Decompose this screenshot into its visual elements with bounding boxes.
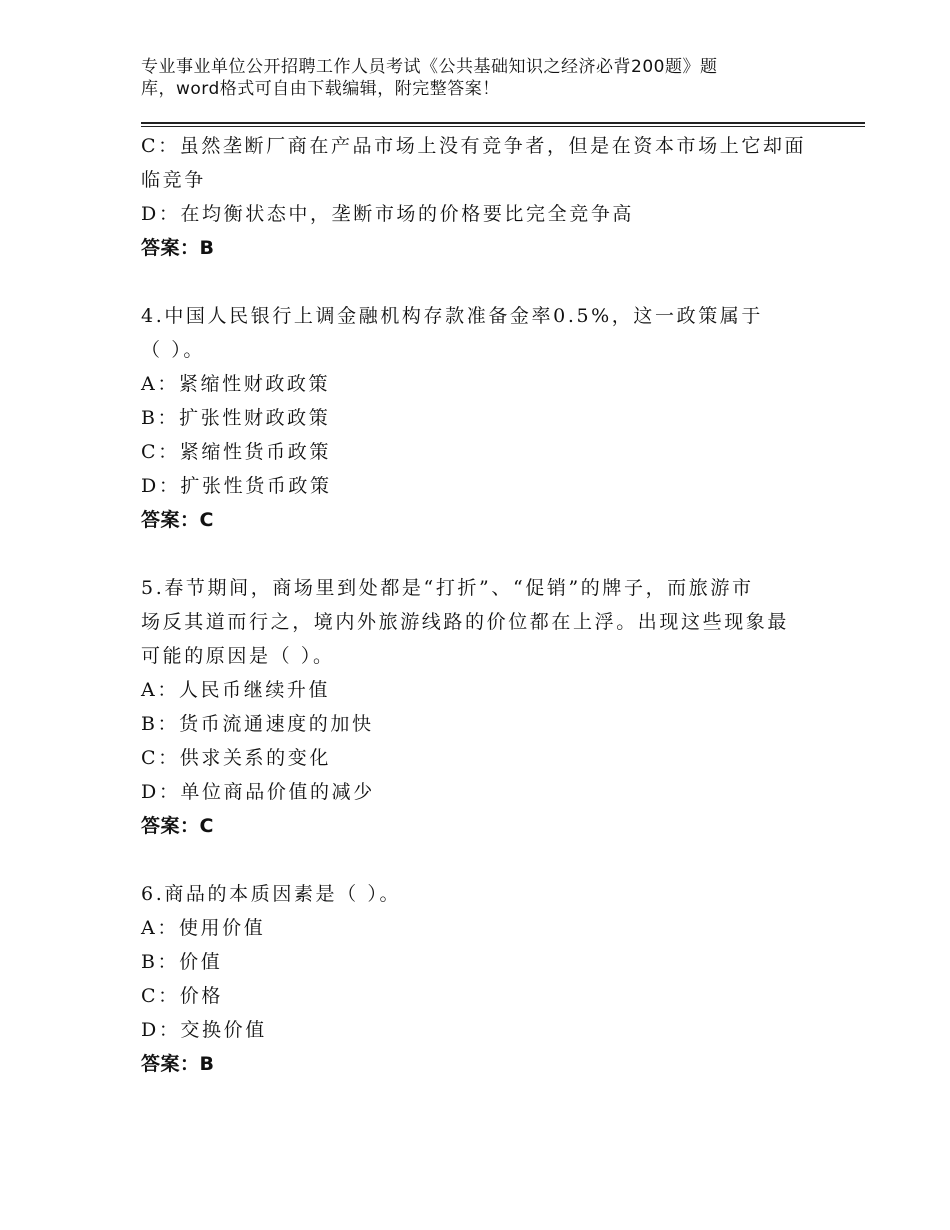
answer-label: 答案：B bbox=[141, 1053, 215, 1075]
question-text-line: 5.春节期间，商场里到处都是“打折”、“促销”的牌子，而旅游市 bbox=[141, 577, 754, 599]
question-text-line: 可能的原因是（ ）。 bbox=[141, 645, 335, 667]
question-text-line: C：价格 bbox=[141, 985, 223, 1007]
question-text-line: B：扩张性财政政策 bbox=[141, 407, 331, 429]
question-block bbox=[141, 129, 821, 265]
header-rule-thick bbox=[141, 122, 865, 124]
question-text-line: A：使用价值 bbox=[141, 917, 266, 939]
header-line-1: 专业事业单位公开招聘工作人员考试《公共基础知识之经济必背200题》题 bbox=[141, 57, 718, 77]
answer-label: 答案：C bbox=[141, 509, 214, 531]
question-text-line: （ ）。 bbox=[141, 339, 205, 361]
question-text-line: 场反其道而行之，境内外旅游线路的价位都在上浮。出现这些现象最 bbox=[141, 611, 790, 633]
question-text-line: D：交换价值 bbox=[141, 1019, 267, 1041]
question-text-line: B：货币流通速度的加快 bbox=[141, 713, 374, 735]
question-text-line: C：虽然垄断厂商在产品市场上没有竞争者，但是在资本市场上它却面 bbox=[141, 135, 807, 157]
question-block bbox=[141, 299, 821, 537]
question-text-line: 4.中国人民银行上调金融机构存款准备金率0.5%，这一政策属于 bbox=[141, 305, 763, 327]
question-text-line: D：单位商品价值的减少 bbox=[141, 781, 375, 803]
question-text-line: C：供求关系的变化 bbox=[141, 747, 331, 769]
question-text-line: D：扩张性货币政策 bbox=[141, 475, 332, 497]
question-block bbox=[141, 877, 821, 1081]
question-block bbox=[141, 571, 821, 843]
question-text-line: 临竞争 bbox=[141, 169, 206, 191]
document-header bbox=[141, 56, 781, 100]
question-text-line: 6.商品的本质因素是（ ）。 bbox=[141, 883, 402, 905]
question-text-line: C：紧缩性货币政策 bbox=[141, 441, 331, 463]
header-rule-thin bbox=[141, 126, 865, 127]
question-text-line: B：价值 bbox=[141, 951, 223, 973]
answer-label: 答案：C bbox=[141, 815, 214, 837]
question-text-line: A：人民币继续升值 bbox=[141, 679, 331, 701]
question-list bbox=[141, 129, 821, 1081]
question-text-line: A：紧缩性财政政策 bbox=[141, 373, 331, 395]
header-line-2: 库，word格式可自由下载编辑，附完整答案！ bbox=[141, 79, 500, 99]
answer-label: 答案：B bbox=[141, 237, 215, 259]
question-text-line: D：在均衡状态中，垄断市场的价格要比完全竞争高 bbox=[141, 203, 635, 225]
